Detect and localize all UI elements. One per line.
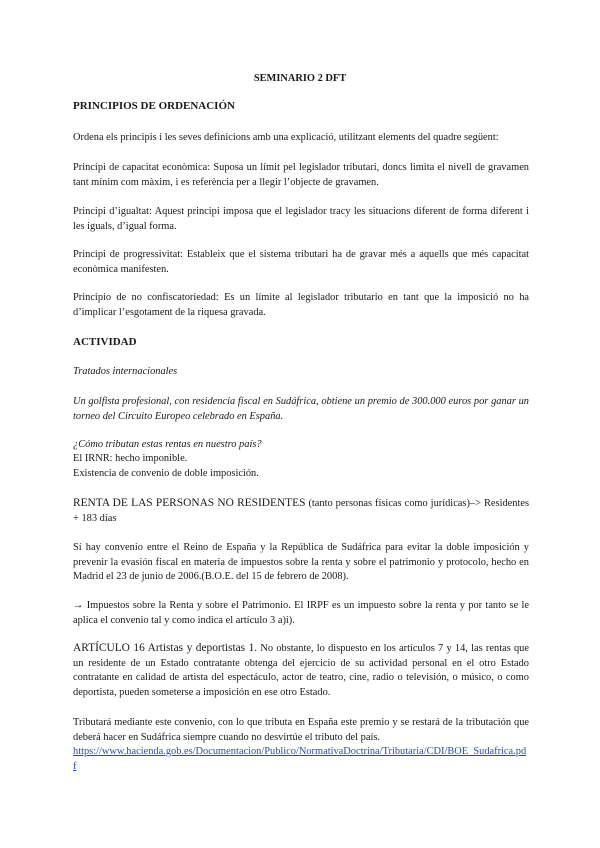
- subheading-tratados: Tratados internacionales: [73, 366, 178, 377]
- heading-principles: PRINCIPIOS DE ORDENACIÓN: [73, 100, 235, 112]
- articulo-head: ARTÍCULO 16 Artistas y deportistas 1.: [73, 642, 258, 654]
- articulo-paragraph: [73, 641, 529, 700]
- renta-caps: RENTA DE LAS PERSONAS NO RESIDENTES: [73, 497, 306, 509]
- convenio-paragraph: Sí hay convenio entre el Reino de España y la República de Sudáfrica para evitar la doble imposición y prevenir la evasión fiscal en materia de impuestos sobre la renta y sobre el patrimonio y protocolo, hecho en Madrid el 23 de junio de 2006.(B.O.E. del 15 de febrero de 2008).: [73, 542, 529, 582]
- heading-activity: ACTIVIDAD: [73, 336, 137, 348]
- principle-capacitat: Principi de capacitat econòmica: Suposa un límit pel legislador tributari, doncs limita el nivell de gravamen tant mínim com màxim, i es referència per a llegir l’objecte de gravamen.: [73, 162, 529, 188]
- principle-progressivitat: Principi de progressivitat: Estableix que el sistema tributari ha de gravar més a aquells que més capacitat econòmica manifesten.: [73, 249, 529, 275]
- boe-link-line: [73, 745, 529, 774]
- principle-confiscatoriedad: Principio de no confiscatoriedad: Es un límite al legislador tributario en tant que la imposició no ha d’implicar l’esgotament de la riquesa gravada.: [73, 292, 529, 318]
- renta-paragraph: [73, 496, 529, 526]
- case-statement: Un golfista profesional, con residencia fiscal en Sudáfrica, obtiene un premio de 300.000 euros por ganar un torneo del Circuito Europeo celebrado en España.: [73, 396, 529, 422]
- principle-igualtat: Principi d’igualtat: Aquest principi imposa que el legislador tracy les situacions diferent de forma diferent i les iguals, d’igual forma.: [73, 206, 529, 232]
- impuestos-paragraph: → Impuestos sobre la Renta y sobre el Patrimonio. El IRPF es un impuesto sobre la renta y por tanto se le aplica el convenio tal y como indica el artículo 3 a)i).: [73, 600, 529, 626]
- boe-link[interactable]: https://www.hacienda.gob.es/Documentacion/Publico/NormativaDoctrina/Tributaria/CDI/BOE_Sudafrica.pdf: [73, 746, 527, 772]
- intro-paragraph: Ordena els principis i les seves definicions amb una explicació, utilitzant elements del quadre següent:: [73, 132, 499, 143]
- question-line: ¿Cómo tributan estas rentas en nuestro país?: [73, 439, 262, 450]
- articulo-body: No obstante, lo dispuesto en los artículos 7 y 14, las rentas que un residente de un Estado contratante obtenga del ejercicio de su actividad personal en el otro Estado contratante en calidad de artista del espectáculo, actor de teatro, cine, radio o televisión, o músico, o como deportista, pueden someterse a imposición en ese otro Estado.: [73, 643, 529, 698]
- irnr-line: El IRNR: hecho imponible.: [73, 453, 188, 464]
- page-title: SEMINARIO 2 DFT: [253, 73, 347, 84]
- renta-rest: (tanto personas físicas como jurídicas)–> Residentes + 183 días: [73, 498, 529, 524]
- tributara-paragraph: Tributará mediante este convenio, con lo que tributa en España este premio y se restará de la tributación que deberá hacer en Sudáfrica siempre cuando no desvirtúe el tributo del país.: [73, 717, 529, 743]
- convenio-line: Existencia de convenio de doble imposición.: [73, 468, 259, 479]
